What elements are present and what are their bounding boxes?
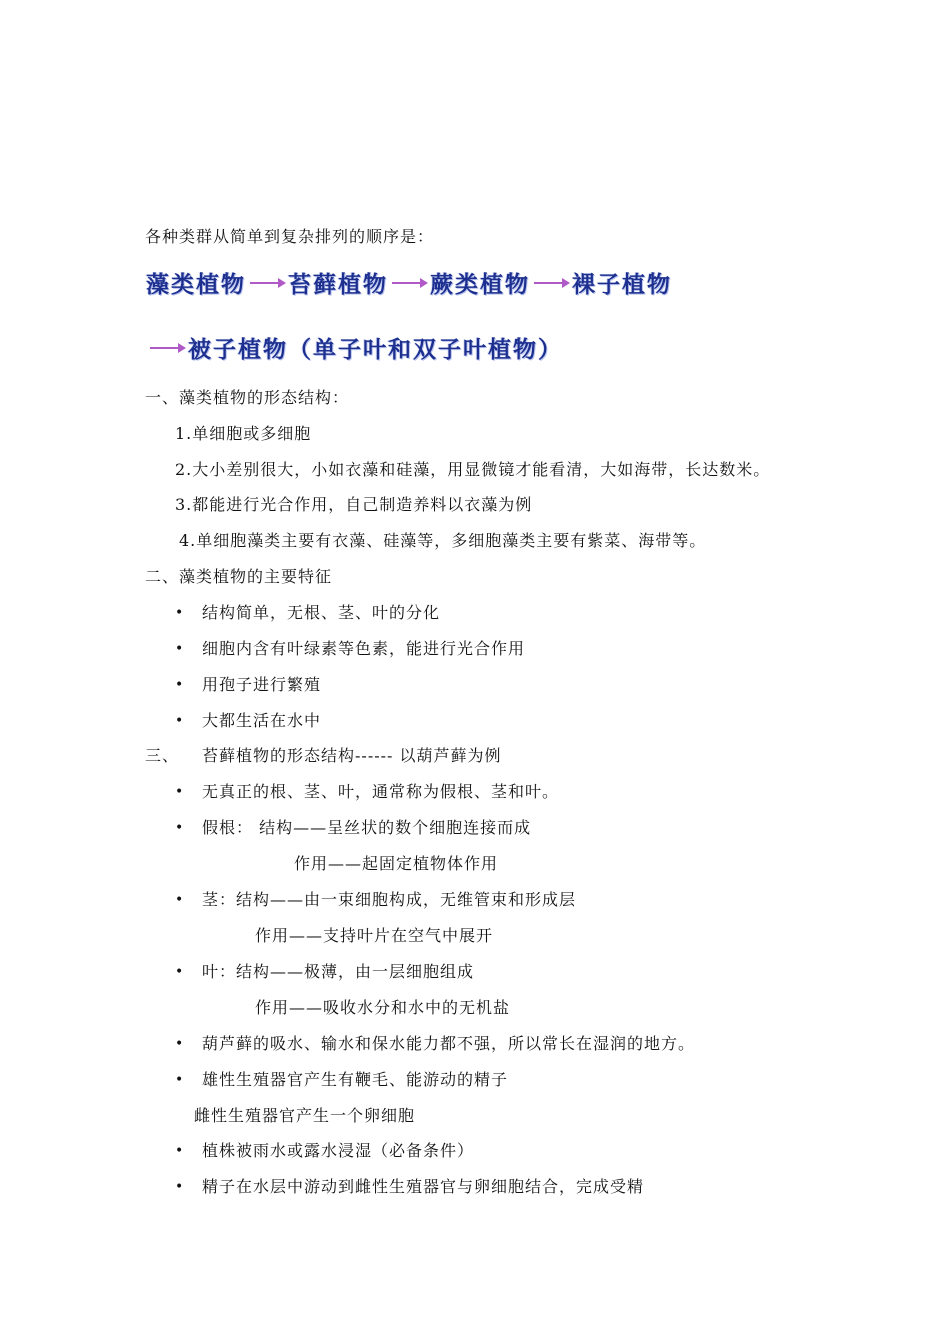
section-3-item: 无真正的根、茎、叶，通常称为假根、茎和叶。 xyxy=(202,782,560,801)
sequence-item-fern: 蕨类植物 xyxy=(430,272,530,298)
bullet-icon: • xyxy=(175,1072,184,1088)
section-3-item: 作用——起固定植物体作用 xyxy=(294,854,499,873)
arrow-icon xyxy=(250,282,284,284)
section-1-item: 1.单细胞或多细胞 xyxy=(175,424,312,443)
bullet-icon: • xyxy=(175,1036,184,1052)
sequence-item-angiosperm: 被子植物（单子叶和双子叶植物） xyxy=(188,337,563,363)
bullet-icon: • xyxy=(175,677,184,693)
bullet-icon: • xyxy=(175,892,184,908)
section-3-item: 作用——支持叶片在空气中展开 xyxy=(255,926,494,945)
arrow-icon xyxy=(392,282,426,284)
section-3-heading: 苔藓植物的形态结构------ 以葫芦藓为例 xyxy=(202,746,502,765)
bullet-icon: • xyxy=(175,605,184,621)
intro-text: 各种类群从简单到复杂排列的顺序是： xyxy=(145,227,435,246)
section-1-item: 3.都能进行光合作用，自己制造养料以衣藻为例 xyxy=(175,495,533,514)
section-3-item: 叶：结构——极薄，由一层细胞组成 xyxy=(202,962,475,981)
section-2-item: 细胞内含有叶绿素等色素，能进行光合作用 xyxy=(202,639,526,658)
section-3-item: 雌性生殖器官产生一个卵细胞 xyxy=(194,1106,416,1125)
section-3-item: 葫芦藓的吸水、输水和保水能力都不强，所以常长在湿润的地方。 xyxy=(202,1034,696,1053)
section-2-heading: 二、藻类植物的主要特征 xyxy=(145,567,333,586)
section-2-item: 用孢子进行繁殖 xyxy=(202,675,322,694)
bullet-icon: • xyxy=(175,713,184,729)
bullet-icon: • xyxy=(175,1143,184,1159)
sequence-item-moss: 苔藓植物 xyxy=(288,272,388,298)
section-3-item: 作用——吸收水分和水中的无机盐 xyxy=(255,998,511,1017)
section-3-item: 茎：结构——由一束细胞构成，无维管束和形成层 xyxy=(202,890,577,909)
sequence-item-gymnosperm: 裸子植物 xyxy=(572,272,672,298)
section-3-item: 假根： 结构——呈丝状的数个细胞连接而成 xyxy=(202,818,532,837)
sequence-row-1 xyxy=(146,266,672,299)
section-2-item: 大都生活在水中 xyxy=(202,711,322,730)
arrow-icon xyxy=(534,282,568,284)
bullet-icon: • xyxy=(175,1179,184,1195)
section-1-item: 4.单细胞藻类主要有衣藻、硅藻等，多细胞藻类主要有紫菜、海带等。 xyxy=(179,531,707,550)
bullet-icon: • xyxy=(175,784,184,800)
bullet-icon: • xyxy=(175,641,184,657)
section-3-heading-number: 三、 xyxy=(145,746,180,765)
bullet-icon: • xyxy=(175,820,184,836)
sequence-row-2 xyxy=(150,331,563,364)
bullet-icon: • xyxy=(175,964,184,980)
section-1-item: 2.大小差别很大，小如衣藻和硅藻，用显微镜才能看清，大如海带，长达数米。 xyxy=(175,460,771,479)
section-2-item: 结构简单，无根、茎、叶的分化 xyxy=(202,603,441,622)
section-3-item: 精子在水层中游动到雌性生殖器官与卵细胞结合，完成受精 xyxy=(202,1177,645,1196)
section-1-heading: 一、藻类植物的形态结构： xyxy=(145,388,350,407)
arrow-icon xyxy=(150,347,184,349)
section-3-item: 植株被雨水或露水浸湿（必备条件） xyxy=(202,1141,475,1160)
section-3-item: 雄性生殖器官产生有鞭毛、能游动的精子 xyxy=(202,1070,509,1089)
sequence-item-algae: 藻类植物 xyxy=(146,272,246,298)
